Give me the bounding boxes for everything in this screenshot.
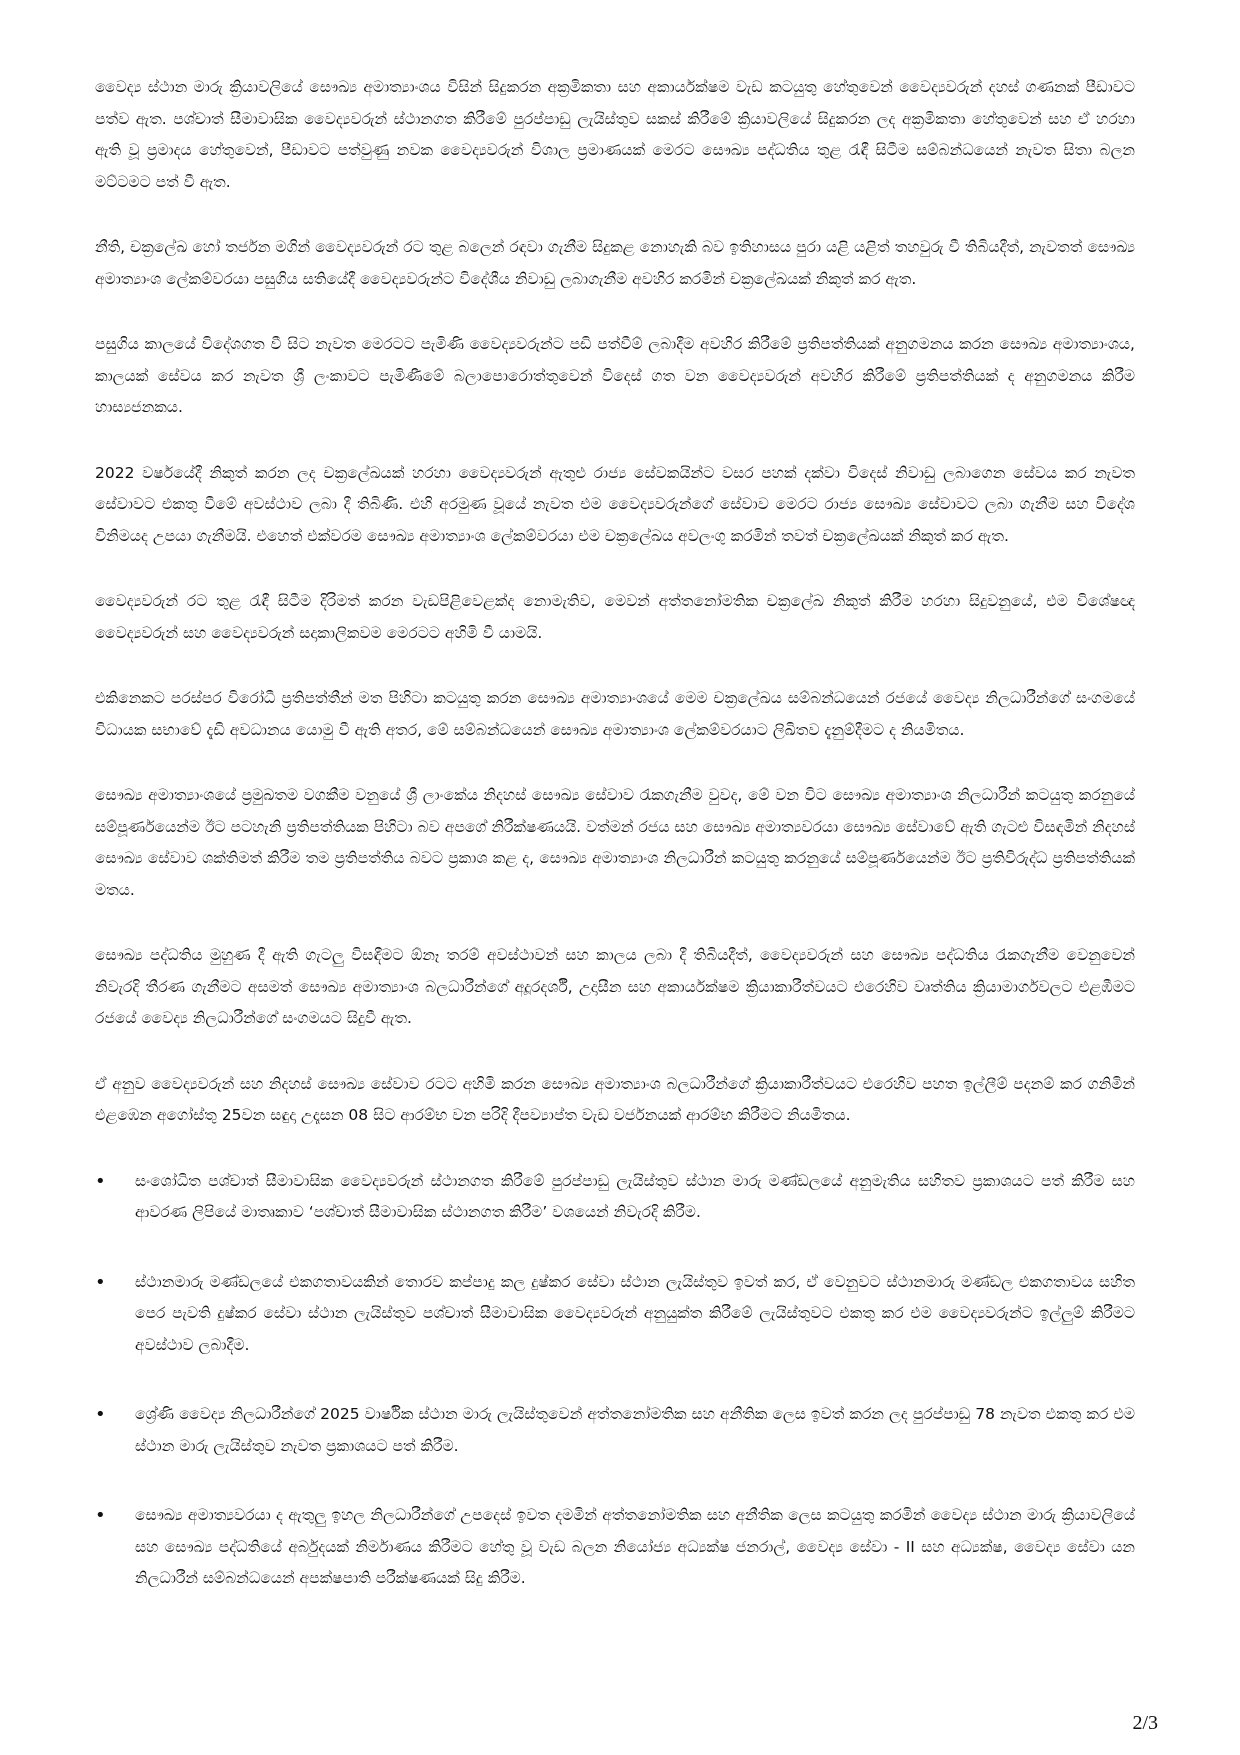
demand-text: ස්ථානමාරු මණ්ඩලයේ එකගතාවයකින් තොරව කප්පාදු කල දුෂ්කර සේවා ස්ථාන ලැයිස්තුව ඉවත් කර, ඒ වෙනුවට ස්ථානමාරු මණ්ඩල එකගතාවය සහිත පෙර පැවති දුෂ්කර සේවා ස්ථාන ලැයිස්තුව පශ්චාත් සීමාවාසික වෛද්‍යවරුන් අනුයුක්ත කිරීමේ ලැයිස්තුවට එකතු කර එම වෛද්‍යවරුන්ට ඉල්ලුම් කිරීමට අවස්ථාව ලබාදීම. <box>135 1272 1135 1354</box>
bullet-icon: • <box>95 1505 106 1526</box>
demand-item-1 <box>95 1166 1135 1229</box>
paragraph-6: එකිනෙකට පරස්පර විරෝධී ප්‍රතිපත්තීන් මත පිහිටා කටයුතු කරන සෞඛ්‍ය අමාත්‍යාංශයේ මෙම චක්‍රලේඛය සම්බන්ධයෙන් රජයේ වෛද්‍ය නිලධාරීන්ගේ සංගමයේ විධායක සභාවේ දැඩි අවධානය යොමු වී ඇති අතර, මේ සම්බන්ධයෙන් සෞඛ්‍ය අමාත්‍යාංශ ලේකම්වරයාට ලිඛිතව දැනුම්දීමට ද නියමිතය. <box>95 689 1135 739</box>
page-number: 2/3 <box>1132 1712 1158 1734</box>
bullet-icon: • <box>95 1404 106 1425</box>
demands-list <box>95 1166 1135 1595</box>
demand-item-4 <box>95 1500 1135 1595</box>
paragraph-1: වෛද්‍ය ස්ථාන මාරු ක්‍රියාවලියේ සෞඛ්‍ය අමාත්‍යාංශය විසින් සිදුකරන අක්‍රමිකතා සහ අකාර්යක්ෂම වැඩ කටයුතු හේතුවෙන් වෛද්‍යවරුන් දහස් ගණනක් පීඩාවට පත්ව ඇත. පශ්චාත් සීමාවාසික වෛද්‍යවරුන් ස්ථානගත කිරීමේ පුරප්පාඩු ලැයිස්තුව සකස් කිරීමේ ක්‍රියාවලියේ සිදුකරන ලද අක්‍රමිකතා හේතුවෙන් සහ ඒ හරහා ඇති වූ ප්‍රමාදය හේතුවෙන්, පීඩාවට පත්වුණු නවක වෛද්‍යවරුන් විශාල ප්‍රමාණයක් මෙරට සෞඛ්‍ය පද්ධතිය තුළ රැඳී සිටීම සම්බන්ධයෙන් නැවත සිතා බලන මට්ටමට පත් වී ඇත. <box>95 78 1135 191</box>
demand-item-2 <box>95 1267 1135 1362</box>
paragraph-5: වෛද්‍යවරුන් රට තුළ රැඳී සිටීම දිරිමත් කරන වැඩපිළිවෙළක්ද නොමැතිව, මෙවන් අත්තනෝමතික චක්‍රලේඛ නිකුත් කිරීම හරහා සිදුවනුයේ, එම විශේෂඥ වෛද්‍යවරුන් සහ වෛද්‍යවරුන් සදාකාලිකවම මෙරටට අහිමි වී යාමයි. <box>95 592 1135 642</box>
document-body <box>95 72 1135 1633</box>
bullet-icon: • <box>95 1170 106 1192</box>
paragraph-3: පසුගිය කාලයේ විදේශගත වී සිට නැවත මෙරටට පැමිණි වෛද්‍යවරුන්ට පඩි පත්වීම් ලබාදීම අවහිර කිරීමේ ප්‍රතිපත්තියක් අනුගමනය කරන සෞඛ්‍ය අමාත්‍යාංශය, කාලයක් සේවය කර නැවත ශ්‍රී ලංකාවට පැමිණීමේ බලාපොරොත්තුවෙන් විදෙස් ගත වන වෛද්‍යවරුන් අවහිර කිරීමේ ප්‍රතිපත්තියක් ද අනුගමනය කිරීම හාස්‍යජනකය. <box>95 335 1135 416</box>
paragraph-2: නීති, චක්‍රලේඛ හෝ තර්ජන මගින් වෛද්‍යවරුන් රට තුළ බලෙන් රඳවා ගැනීම සිදුකළ නොහැකි බව ඉතිහාසය පුරා යළි යළිත් තහවුරු වී තිබියදීත්, නැවතත් සෞඛ්‍ය අමාත්‍යාංශ ලේකම්වරයා පසුගිය සතියේදී වෛද්‍යවරුන්ට විදේශීය නිවාඩු ලබාගැනීම අවහිර කරමින් චක්‍රලේඛයක් නිකුත් කර ඇත. <box>95 238 1135 288</box>
bullet-icon: • <box>95 1271 106 1293</box>
paragraph-9: ඒ අනුව වෛද්‍යවරුන් සහ නිදහස් සෞඛ්‍ය සේවාව රටට අහිමි කරන සෞඛ්‍ය අමාත්‍යාංශ බලධාරීන්ගේ ක්‍රියාකාරීත්වයට එරෙහිව පහත ඉල්ලීම් පදනම් කර ගනිමින් එළඹෙන අගෝස්තු 25වන සඳුදා උදෑසන 08 සිට ආරම්භ වන පරිදි දීපව්‍යාප්ත වැඩ වර්ජනයක් ආරම්භ කිරීමට නියමිතය. <box>95 1074 1135 1124</box>
demand-text: ශ්‍රේණි වෛද්‍ය නිලධාරීන්ගේ 2025 වාර්ෂික ස්ථාන මාරු ලැයිස්තුවෙන් අත්තනෝමතික සහ අනීතික ලෙස ඉවත් කරන ලද පුරප්පාඩු 78 නැවත එකතු කර එම ස්ථාන මාරු ලැයිස්තුව නැවත ප්‍රකාශයට පත් කිරීම. <box>135 1405 1135 1455</box>
demand-text: සංශෝධිත පශ්චාත් සීමාවාසික වෛද්‍යවරුන් ස්ථානගත කිරීමේ පුරප්පාඩු ලැයිස්තුව ස්ථාන මාරු මණ්ඩලයේ අනුමැතිය සහිතව ප්‍රකාශයට පත් කිරීම සහ ආවරණ ලිපියේ මාතෘකාව ‘පශ්චාත් සීමාවාසික ස්ථානගත කිරීම’ වශයෙන් නිවැරදි කිරීම. <box>135 1171 1135 1221</box>
demand-item-3 <box>95 1399 1135 1462</box>
paragraph-4: 2022 වර්ෂයේදී නිකුත් කරන ලද චක්‍රලේඛයක් හරහා වෛද්‍යවරුන් ඇතුළු රාජ්‍ය සේවකයින්ට වසර පහක් දක්වා විදෙස් නිවාඩු ලබාගෙන සේවය කර නැවත සේවාවට එකතු වීමේ අවස්ථාව ලබා දී තිබිණි. එහි අරමුණ වූයේ නැවත එම වෛද්‍යවරුන්ගේ සේවාව මෙරට රාජ්‍ය සෞඛ්‍ය සේවාවට ලබා ගැනීම සහ විදේශ විනිමයද උපයා ගැනීමයි. එහෙත් එක්වරම සෞඛ්‍ය අමාත්‍යාංශ ලේකම්වරයා එම චක්‍රලේඛය අවලංගු කරමින් තවත් චක්‍රලේඛයක් නිකුත් කර ඇත. <box>95 463 1135 545</box>
paragraph-7: සෞඛ්‍ය අමාත්‍යාංශයේ ප්‍රමුඛතම වගකීම වනුයේ ශ්‍රී ලාංකේය නිදහස් සෞඛ්‍ය සේවාව රැකගැනීම වුවද, මේ වන විට සෞඛ්‍ය අමාත්‍යාංශ නිලධාරීන් කටයුතු කරනුයේ සම්පූර්ණයෙන්ම ඊට පටහැනි ප්‍රතිපත්තියක පිහිටා බව අපගේ නිරීක්ෂණයයි. වත්මන් රජය සහ සෞඛ්‍ය අමාත්‍යවරයා සෞඛ්‍ය සේවාවේ ඇති ගැටළු විසඳමින් නිදහස් සෞඛ්‍ය සේවාව ශක්තිමත් කිරීම තම ප්‍රතිපත්තිය බවට ප්‍රකාශ කළ ද, සෞඛ්‍ය අමාත්‍යාංශ නිලධාරීන් කටයුතු කරනුයේ සම්පූර්ණයෙන්ම ඊට ප්‍රතිවිරුද්ධ ප්‍රතිපත්තියක් මතය. <box>95 786 1135 899</box>
paragraph-8: සෞඛ්‍ය පද්ධතිය මුහුණ දී ඇති ගැටලු විසඳීමට ඕනෑ තරම් අවස්ථාවන් සහ කාලය ලබා දී තිබියදීත්, වෛද්‍යවරුන් සහ සෞඛ්‍ය පද්ධතිය රැකගැනීම වෙනුවෙන් නිවැරදි තීරණ ගැනීමට අසමත් සෞඛ්‍ය අමාත්‍යාංශ බලධාරීන්ගේ අදූරදර්ශී, උදාසීන සහ අකාර්යක්ෂම ක්‍රියාකාරීත්වයට එරෙහිව වෘත්තිය ක්‍රියාමාර්ගවලට එළඹීමට රජයේ වෛද්‍ය නිලධාරීන්ගේ සංගමයට සිදුවී ඇත. <box>95 946 1135 1027</box>
demand-text: සෞඛ්‍ය අමාත්‍යවරයා ද ඇතුලු ඉහල නිලධාරීන්ගේ උපදෙස් ඉවත දමමින් අත්තනෝමතික සහ අනීතික ලෙස කටයුතු කරමින් වෛද්‍ය ස්ථාන මාරු ක්‍රියාවලියේ සහ සෞඛ්‍ය පද්ධතියේ අර්බුදයක් නිර්මාණය කිරීමට හේතු වූ වැඩ බලන නියෝජ්‍ය අධ්‍යක්ෂ ජනරාල්, වෛද්‍ය සේවා - II සහ අධ්‍යක්ෂ, වෛද්‍ය සේවා යන නිලධාරීන් සම්බන්ධයෙන් අපක්ෂපාති පරීක්ෂණයක් සිදු කිරීම. <box>135 1506 1135 1587</box>
